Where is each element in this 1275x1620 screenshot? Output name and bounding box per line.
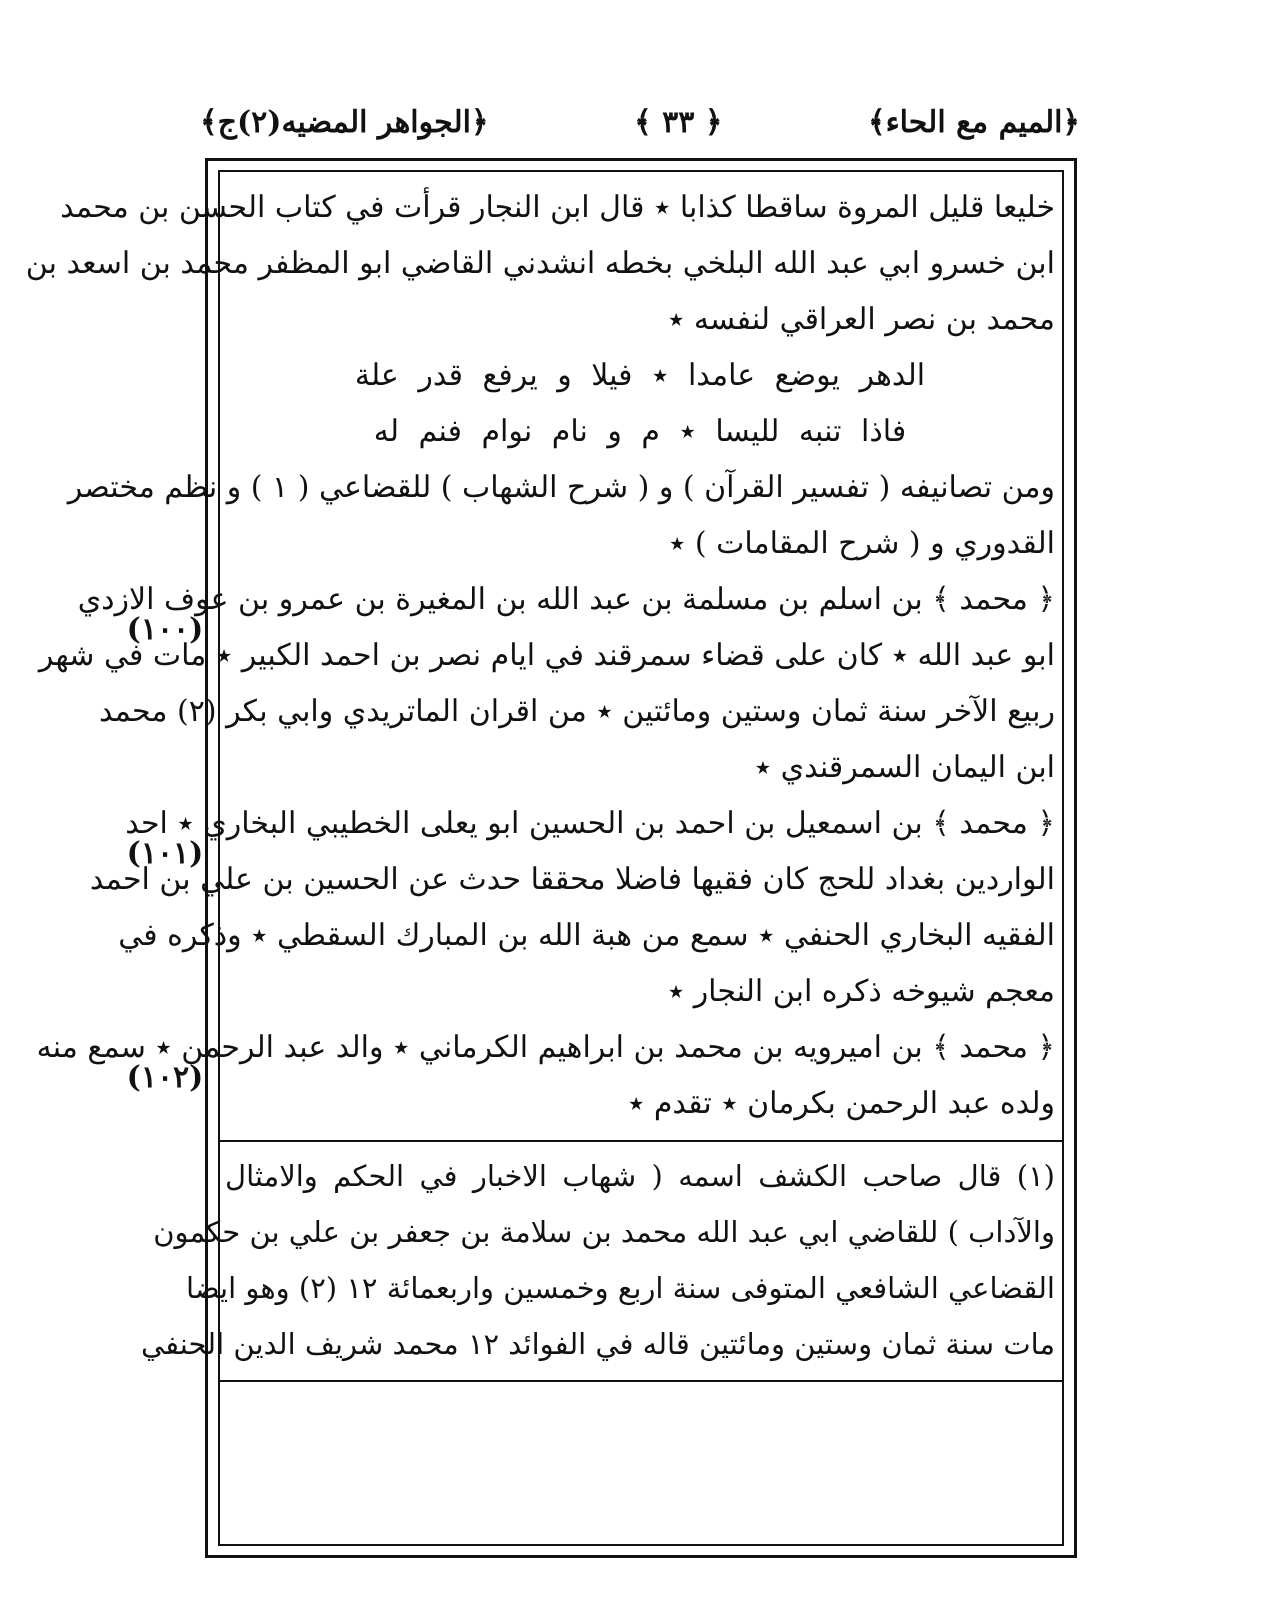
entry-number: (١٠٢) — [126, 1060, 204, 1095]
text-line: الفقيه البخاري الحنفي ٭ سمع من هبة الله بن المبارك السقطي ٭ وذكره في — [118, 918, 1055, 953]
entry-number: (١٠٠) — [126, 612, 204, 647]
header-book-title: ﴿الجواهر المضيه(٢)ج﴾ — [200, 104, 489, 140]
text-line: ابن اليمان السمرقندي ٭ — [754, 750, 1055, 785]
verse-line: فاذا تنبه لليسا ٭ م و نام نوام فنم له — [373, 414, 907, 449]
entry-heading-line: ﴿ محمد ﴾ بن اسلم بن مسلمة بن عبد الله بن المغيرة بن عمرو بن عوف الازدي — [77, 582, 1055, 617]
footnote-line: مات سنة ثمان وستين ومائتين قاله في الفوائد ١٢ محمد شريف الدين الحنفي — [140, 1327, 1055, 1361]
entry-heading-line: ﴿ محمد ﴾ بن اميرويه بن محمد بن ابراهيم الكرماني ٭ والد عبد الرحمن ٭ سمع منه — [36, 1030, 1055, 1065]
footnote-line: القضاعي الشافعي المتوفى سنة اربع وخمسين واربعمائة ١٢ (٢) وهو ايضا — [186, 1271, 1055, 1305]
text-line: الواردين بغداد للحج كان فقيها فاضلا محققا حدث عن الحسين بن علي بن احمد — [89, 862, 1055, 897]
footnote-line: (١) قال صاحب الكشف اسمه ( شهاب الاخبار في الحكم والامثال — [225, 1159, 1055, 1193]
footnotes — [140, 1148, 1055, 1372]
text-line: ولده عبد الرحمن بكرمان ٭ تقدم ٭ — [627, 1086, 1055, 1121]
entry-number: (١٠١) — [126, 836, 204, 871]
header-section-title: ﴿الميم مع الحاء﴾ — [867, 104, 1080, 140]
verse-line: الدهر يوضع عامدا ٭ فيلا و يرفع قدر علة — [354, 358, 926, 393]
footnote-divider — [220, 1140, 1062, 1142]
footnote-line: والآداب ) للقاضي ابي عبد الله محمد بن سلامة بن جعفر بن علي بن حكمون — [153, 1215, 1055, 1249]
bottom-rule — [220, 1380, 1062, 1382]
text-line: ابن خسرو ابي عبد الله البلخي بخطه انشدني القاضي ابو المظفر محمد بن اسعد بن — [25, 246, 1055, 281]
page-header — [200, 92, 1080, 152]
text-line: القدوري و ( شرح المقامات ) ٭ — [669, 526, 1055, 561]
text-line: معجم شيوخه ذكره ابن النجار ٭ — [667, 974, 1055, 1009]
text-line: خليعا قليل المروة ساقطا كذابا ٭ قال ابن النجار قرأت في كتاب الحسن بن محمد — [60, 190, 1055, 225]
text-line: ومن تصانيفه ( تفسير القرآن ) و ( شرح الشهاب ) للقضاعي ( ١ ) و نظم مختصر — [67, 470, 1055, 505]
text-line: محمد بن نصر العراقي لنفسه ٭ — [667, 302, 1055, 337]
text-line: ربيع الآخر سنة ثمان وستين ومائتين ٭ من اقران الماتريدي وابي بكر (٢) محمد — [98, 694, 1055, 729]
header-page-number: ﴿ ٣٣ ﴾ — [634, 104, 723, 140]
entry-heading-line: ﴿ محمد ﴾ بن اسمعيل بن احمد بن الحسين ابو يعلى الخطيبي البخاري ٭ احد — [125, 806, 1055, 841]
text-line: ابو عبد الله ٭ كان على قضاء سمرقند في ايام نصر بن احمد الكبير ٭ مات في شهر — [38, 638, 1055, 673]
